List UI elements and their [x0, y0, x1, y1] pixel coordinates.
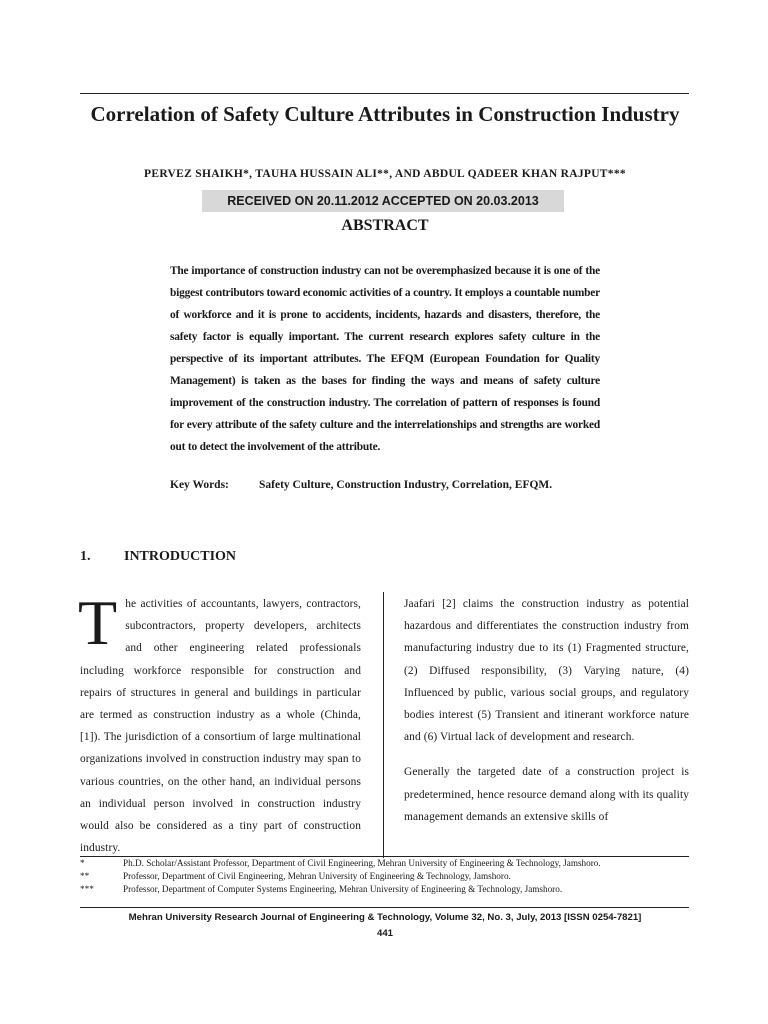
- intro-left-text: he activities of accountants, lawyers, contractors, subcontractors, property developers, architects and other engineering related professionals including workforce responsible for construction and repairs of structures in general and buildings in particular are termed as construction industry as a whole (Chinda, [1]). The jurisdiction of a consortium of large multinational organizations involved in construction industry may span to various countries, on the other hand, an individual persons an individual person involved in construction industry would also be considered as a tiny part of construction industry.: [80, 598, 361, 855]
- abstract-body: The importance of construction industry can not be overemphasized because it is one of the biggest contributors toward economic activities of a country. It employs a countable number of workforce and it is prone to accidents, incidents, hazards and disasters, therefore, the safety factor is equally important. The current research explores safety culture in the perspective of its important attributes. The EFQM (European Foundation for Quality Management) is taken as the bases for finding the ways and means of safety culture improvement of the construction industry. The correlation of pattern of responses is found for every attribute of the safety culture and the interrelationships and strengths are worked out to detect the involvement of the attribute.: [170, 265, 600, 453]
- keywords-label: Key Words:: [170, 479, 229, 491]
- intro-right-paragraph-1: Jaafari [2] claims the construction industry as potential hazardous and differentiates the construction industry from manufacturing industry due to its (1) Fragmented structure, (2) Diffused responsibility, (3) Varying nature, (4) Influenced by public, various social groups, and regulatory bodies interest (5) Transient and itinerant workforce nature and (6) Virtual lack of development and research.: [404, 598, 689, 744]
- intro-left-column: [78, 587, 361, 859]
- paper-title: Correlation of Safety Culture Attributes in Construction Industry: [90, 102, 680, 126]
- section-number: 1.: [80, 549, 91, 564]
- footnote-rule: [80, 856, 689, 857]
- drop-cap: T: [78, 587, 118, 658]
- footnote-text: Professor, Department of Civil Engineering, Mehran University of Engineering & Technology, Jamshoro.: [123, 871, 511, 881]
- footnote-mark: ***: [80, 884, 94, 894]
- author-list: PERVEZ SHAIKH*, TAUHA HUSSAIN ALI**, AND ABDUL QADEER KHAN RAJPUT***: [144, 168, 626, 180]
- footnote-text: Ph.D. Scholar/Assistant Professor, Department of Civil Engineering, Mehran University of Engineering & Technology, Jamshoro.: [123, 858, 601, 868]
- journal-footer: Mehran University Research Journal of Engineering & Technology, Volume 32, No. 3, July, 2013 [ISSN 0254-7821]: [128, 912, 642, 923]
- footnote-mark: *: [80, 858, 85, 868]
- footnote-mark: **: [80, 871, 90, 881]
- top-rule: [80, 93, 689, 94]
- section-title: INTRODUCTION: [124, 549, 237, 564]
- intro-right-column: [404, 593, 689, 828]
- footnote-text: Professor, Department of Computer Systems Engineering, Mehran University of Engineering & Technology, Jamshoro.: [123, 884, 563, 894]
- received-dates-banner: RECEIVED ON 20.11.2012 ACCEPTED ON 20.03.2013: [202, 190, 564, 212]
- footer-rule: [80, 907, 689, 908]
- column-divider: [383, 592, 384, 858]
- abstract-heading: ABSTRACT: [341, 217, 429, 234]
- keywords-value: Safety Culture, Construction Industry, Correlation, EFQM.: [259, 479, 553, 491]
- page-number: 441: [376, 928, 393, 939]
- intro-right-paragraph-2: Generally the targeted date of a construction project is predetermined, hence resource demand along with its quality management demands an extensive skills of: [404, 766, 689, 823]
